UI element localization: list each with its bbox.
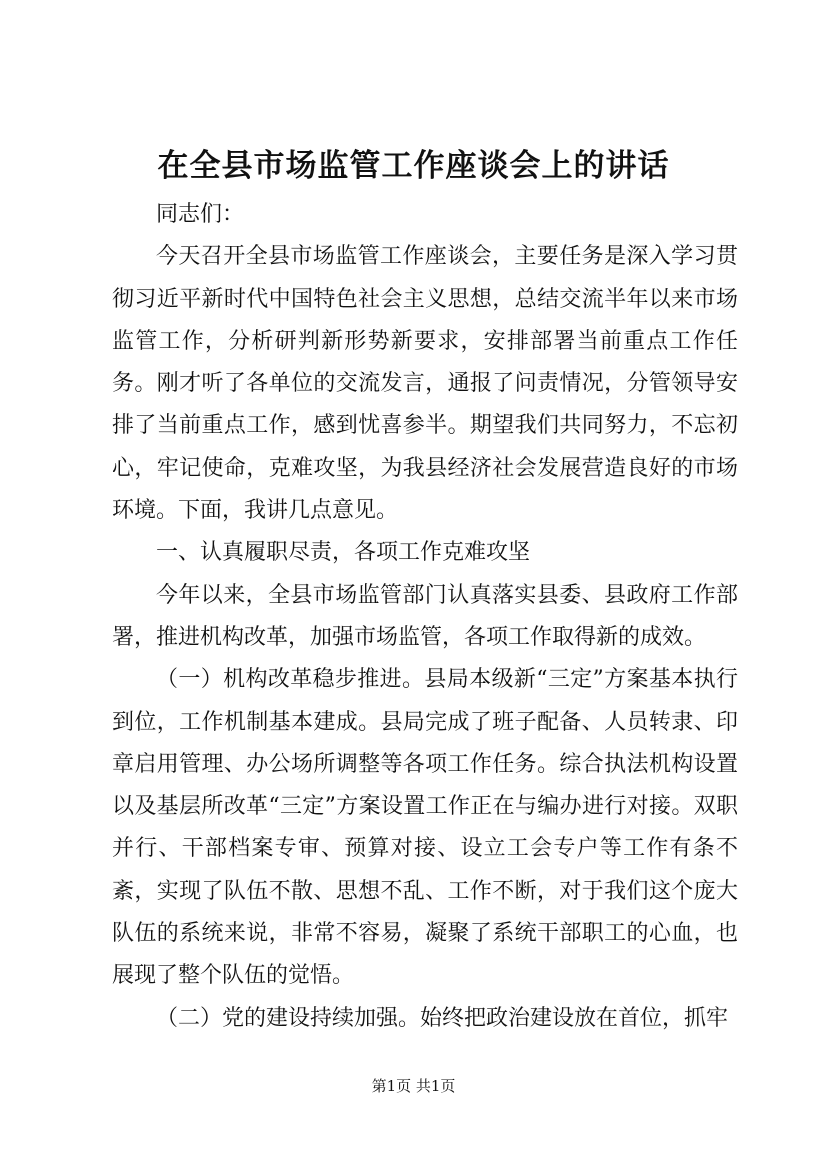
section-heading: 一、认真履职尽责，各项工作克难攻坚: [156, 540, 531, 566]
document-body: [112, 194, 738, 1040]
page-number-footer: 第1页 共1页: [371, 1077, 456, 1095]
body-paragraph: （二）党的建设持续加强。始终把政治建设放在首位，抓牢: [156, 1005, 729, 1031]
body-paragraph: 今年以来，全县市场监管部门认真落实县委、县政府工作部署，推进机构改革，加强市场监管，各项工作取得新的成效。: [112, 582, 738, 650]
salutation-paragraph: 同志们：: [156, 202, 245, 227]
document-title: 在全县市场监管工作座谈会上的讲话: [157, 148, 670, 184]
body-paragraph: （一）机构改革稳步推进。县局本级新“三定”方案基本执行到位，工作机制基本建成。县局完成了班子配备、人员转隶、印章启用管理、办公场所调整等各项工作任务。综合执法机构设置以及基层所改革“三定”方案设置工作正在与编办进行对接。双职并行、干部档案专审、预算对接、设立工会专户等工作有条不紊，实现了队伍不散、思想不乱、工作不断，对于我们这个庞大队伍的系统来说，非常不容易，凝聚了系统干部职工的心血，也展现了整个队伍的觉悟。: [112, 667, 738, 989]
intro-paragraph: 今天召开全县市场监管工作座谈会，主要任务是深入学习贯彻习近平新时代中国特色社会主义思想，总结交流半年以来市场监管工作，分析研判新形势新要求，安排部署当前重点工作任务。刚才听了各单位的交流发言，通报了问责情况，分管领导安排了当前重点工作，感到忧喜参半。期望我们共同努力，不忘初心，牢记使命，克难攻坚，为我县经济社会发展营造良好的市场环境。下面，我讲几点意见。: [112, 244, 738, 524]
